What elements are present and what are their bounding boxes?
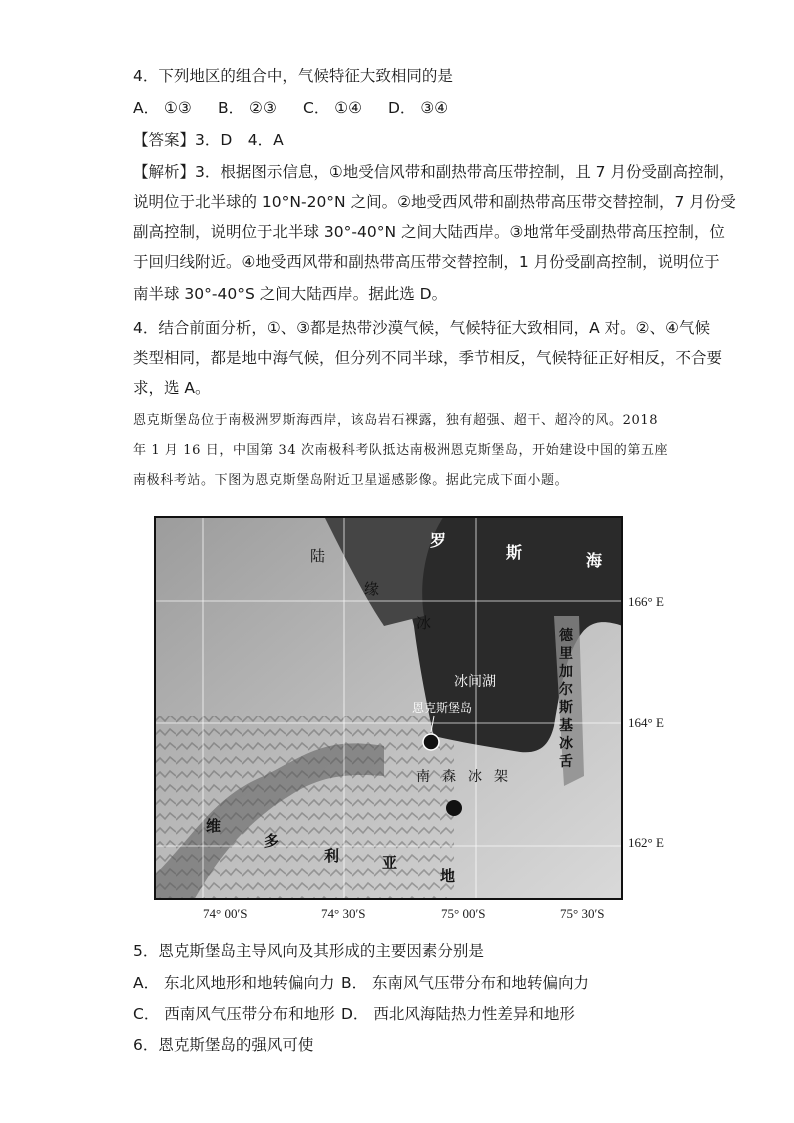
sea-label: 斯 — [506, 543, 523, 562]
answer-line: 【答案】3．D 4．A — [133, 131, 284, 149]
q4-option-c: C． ①④ — [303, 99, 363, 117]
island-marker — [423, 734, 439, 750]
land-label: 冰 — [416, 614, 432, 632]
svg-text:维: 维 — [206, 817, 222, 835]
lon-tick: 162° E — [628, 835, 664, 850]
mountain-texture — [154, 716, 454, 900]
land-label: 缘 — [364, 580, 380, 598]
svg-text:斯: 斯 — [559, 700, 573, 716]
sea-label: 海 — [586, 551, 603, 570]
island-label: 恩克斯堡岛 — [412, 701, 473, 715]
q5-option-a: A． 东北风地形和地转偏向力 — [133, 974, 335, 992]
q5-option-d: D． 西北风海陆热力性差异和地形 — [341, 1005, 575, 1023]
lat-tick: 75° 00′S — [441, 906, 486, 921]
intro-line: 南极科考站。下图为恩克斯堡岛附近卫星遥感影像。据此完成下面小题。 — [133, 473, 569, 488]
q6-stem: 6．恩克斯堡岛的强风可使 — [133, 1036, 314, 1054]
svg-text:加: 加 — [559, 664, 573, 680]
svg-text:里: 里 — [559, 646, 573, 662]
intro-line: 恩克斯堡岛位于南极洲罗斯海西岸，该岛岩石裸露，独有超强、超干、超冷的风。2018 — [133, 413, 659, 428]
land-label: 陆 — [310, 547, 326, 565]
svg-text:利: 利 — [324, 847, 340, 865]
nunatak — [446, 800, 462, 816]
q4-stem: 4．下列地区的组合中，气候特征大致相同的是 — [133, 67, 453, 85]
lon-tick: 164° E — [628, 715, 664, 730]
q4-option-d: D． ③④ — [388, 99, 449, 117]
shelf-label: 森 — [442, 769, 456, 785]
svg-text:舌: 舌 — [559, 754, 573, 770]
q4-option-b: B． ②③ — [218, 99, 277, 117]
intro-line: 年 1 月 16 日，中国第 34 次南极科考队抵达南极洲恩克斯堡岛，开始建设中国的第五座 — [133, 443, 669, 458]
svg-text:亚: 亚 — [382, 854, 398, 872]
analysis-line: 求，选 A。 — [133, 379, 211, 397]
svg-text:多: 多 — [264, 832, 280, 850]
shelf-label: 架 — [494, 769, 508, 785]
analysis-line: 南半球 30°-40°S 之间大陆西岸。据此选 D。 — [133, 285, 448, 303]
svg-text:德: 德 — [559, 628, 573, 644]
lon-tick: 166° E — [628, 594, 664, 609]
q5-stem: 5．恩克斯堡岛主导风向及其形成的主要因素分别是 — [133, 942, 484, 960]
analysis-line: 类型相同，都是地中海气候，但分列不同半球，季节相反，气候特征正好相反，不合要 — [133, 349, 723, 367]
satellite-map — [154, 516, 623, 900]
shelf-label: 冰 — [468, 769, 482, 785]
lat-tick: 75° 30′S — [560, 906, 605, 921]
analysis-line: 副高控制，说明位于北半球 30°-40°N 之间大陆西岸。③地常年受副热带高压控制，位 — [133, 223, 725, 241]
svg-text:冰: 冰 — [559, 736, 573, 752]
q5-option-c: C． 西南风气压带分布和地形 — [133, 1005, 335, 1023]
analysis-line: 说明位于北半球的 10°N-20°N 之间。②地受西风带和副热带高压带交替控制，7 月份受 — [133, 193, 736, 211]
lat-tick: 74° 00′S — [203, 906, 248, 921]
analysis-line: 4．结合前面分析，①、③都是热带沙漠气候，气候特征大致相同，A 对。②、④气候 — [133, 319, 710, 337]
analysis-line: 【解析】3．根据图示信息，①地受信风带和副热带高压带控制，且 7 月份受副高控制， — [133, 163, 735, 181]
q4-options — [133, 98, 448, 118]
lat-tick: 74° 30′S — [321, 906, 366, 921]
svg-text:基: 基 — [559, 718, 573, 734]
q4-option-a: A． ①③ — [133, 99, 192, 117]
q5-option-b: B． 东南风气压带分布和地转偏向力 — [341, 974, 590, 992]
svg-text:尔: 尔 — [559, 682, 573, 698]
shelf-label: 南 — [416, 769, 430, 785]
svg-text:地: 地 — [440, 867, 456, 885]
sea-label: 罗 — [430, 531, 447, 550]
lake-label: 冰间湖 — [454, 674, 496, 690]
analysis-line: 于回归线附近。④地受西风带和副热带高压带交替控制，1 月份受副高控制，说明位于 — [133, 253, 720, 271]
